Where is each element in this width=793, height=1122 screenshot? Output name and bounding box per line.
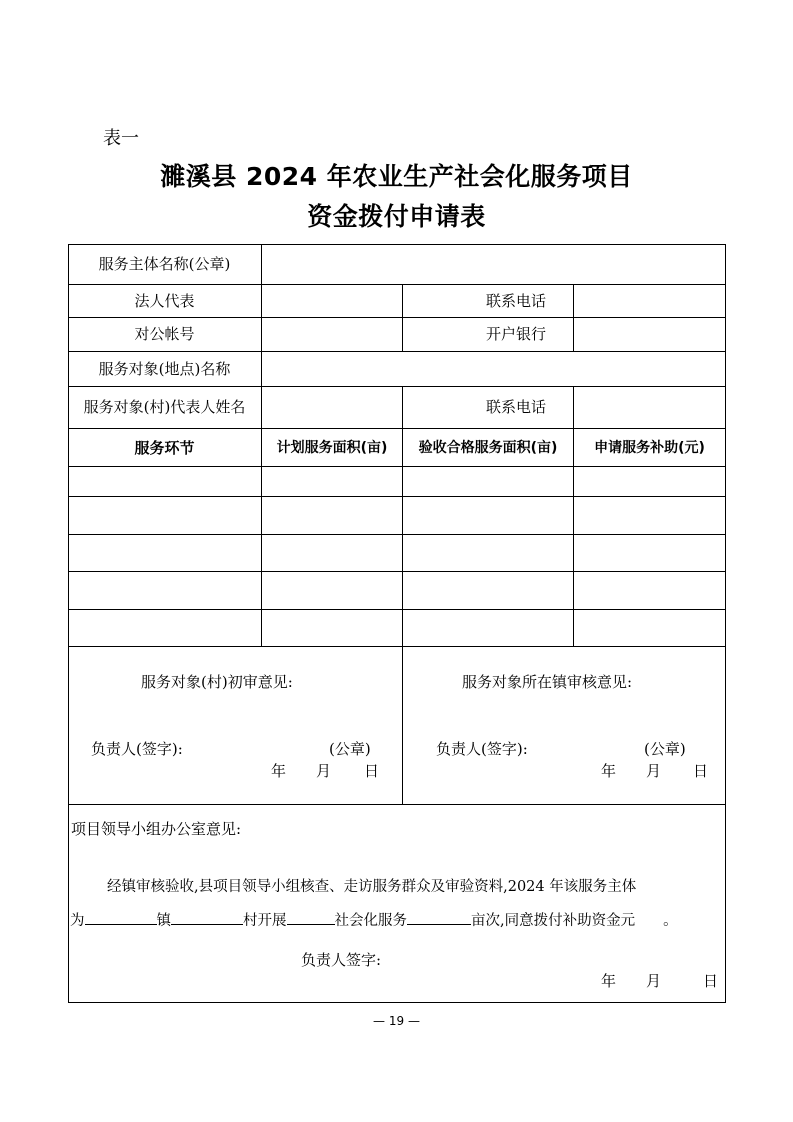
table-row[interactable]	[69, 610, 725, 646]
office-month-label: 月	[646, 972, 662, 990]
field-target-name[interactable]	[262, 352, 725, 386]
field-entity-name[interactable]	[262, 245, 725, 284]
table-row[interactable]	[69, 535, 725, 571]
town-signer-label: 负责人(签字):	[436, 740, 528, 758]
office-year-label: 年	[601, 972, 617, 990]
label-account: 对公帐号	[134, 325, 195, 343]
table-row[interactable]	[69, 467, 725, 496]
town-opinion-title: 服务对象所在镇审核意见:	[462, 673, 633, 691]
label-target-rep: 服务对象(村)代表人姓名	[83, 398, 246, 416]
village-signer-label: 负责人(签字):	[91, 740, 183, 758]
table-row[interactable]	[69, 497, 725, 534]
field-legal-rep[interactable]	[262, 285, 402, 317]
service-type-blank[interactable]	[287, 910, 335, 925]
label-legal-rep: 法人代表	[134, 291, 195, 310]
col-header-subsidy: 申请服务补助(元)	[594, 440, 705, 456]
label-bank: 开户银行	[485, 325, 546, 343]
label-phone-2: 联系电话	[485, 398, 546, 416]
col-header-planned-area: 计划服务面积(亩)	[276, 440, 388, 456]
field-account[interactable]	[262, 318, 402, 351]
label-phone: 联系电话	[485, 291, 546, 310]
col-header-service-stage: 服务环节	[134, 438, 195, 457]
col-header-accepted-area: 验收合格服务面积(亩)	[418, 440, 558, 456]
office-paragraph-line1: 经镇审核验收,县项目领导小组核查、走访服务群众及审验资料,2024 年该服务主体	[107, 879, 637, 895]
field-target-rep[interactable]	[262, 387, 402, 428]
field-phone-2[interactable]	[574, 387, 725, 428]
document-title-line1: 濉溪县 2024 年农业生产社会化服务项目	[160, 162, 633, 191]
label-entity-name: 服务主体名称(公章)	[98, 255, 231, 273]
label-target-name: 服务对象(地点)名称	[98, 359, 231, 378]
document-title-line2: 资金拨付申请表	[307, 202, 486, 231]
town-day-label: 日	[693, 762, 709, 780]
office-signer-label: 负责人签字:	[301, 951, 382, 969]
village-day-label: 日	[364, 762, 380, 780]
office-day-label: 日	[703, 972, 719, 990]
page-number: — 19 —	[373, 1014, 420, 1028]
town-month-label: 月	[646, 762, 662, 780]
town-seal-label: (公章)	[644, 740, 686, 758]
table-row[interactable]	[69, 572, 725, 609]
village-blank[interactable]	[171, 910, 243, 925]
town-blank[interactable]	[85, 910, 157, 925]
table-label: 表一	[103, 128, 139, 149]
field-phone[interactable]	[574, 285, 725, 317]
village-seal-label: (公章)	[329, 740, 371, 758]
village-opinion-title: 服务对象(村)初审意见:	[141, 673, 293, 691]
office-paragraph-line2: 为 镇 村开展 社会化服务 亩次,同意拨付补助资金元 。	[70, 910, 678, 930]
village-year-label: 年	[271, 762, 287, 780]
area-blank[interactable]	[407, 910, 471, 925]
town-year-label: 年	[601, 762, 617, 780]
village-month-label: 月	[316, 762, 332, 780]
office-opinion-title: 项目领导小组办公室意见:	[71, 820, 242, 838]
field-bank[interactable]	[574, 318, 725, 351]
